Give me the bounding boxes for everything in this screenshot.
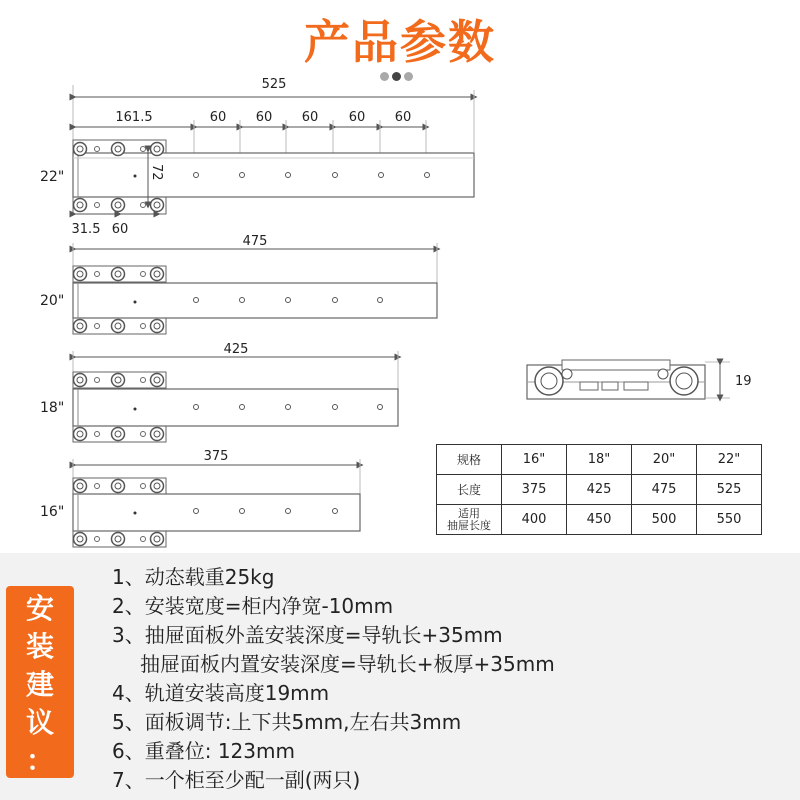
side-label-char: ：: [25, 744, 54, 777]
install-note: 4、轨道安装高度19mm: [112, 681, 330, 705]
dim-height-72: 72: [149, 164, 164, 181]
dim-spacing-3: 60: [301, 110, 319, 125]
side-label-char: 建: [25, 668, 54, 701]
dim-bottom-31-5: 31.5: [71, 222, 101, 237]
spec-cell: 525: [697, 475, 762, 505]
install-notes: [112, 563, 555, 795]
rail-20: [40, 234, 437, 334]
spec-row-label-line2: 抽屉长度: [447, 518, 491, 532]
side-label-char: 安: [25, 592, 54, 625]
rail-18: [40, 342, 398, 442]
dim-overall-425: 425: [223, 342, 249, 357]
dim-spacing-1: 60: [209, 110, 227, 125]
size-label-20: 20": [40, 293, 65, 309]
size-label-22: 22": [40, 169, 65, 185]
dim-first-hole: 161.5: [115, 110, 153, 125]
spec-cell: 550: [697, 505, 762, 535]
page-title: 产品参数: [304, 15, 496, 69]
dim-spacing-4: 60: [348, 110, 366, 125]
install-note: 5、面板调节:上下共5mm,左右共3mm: [112, 710, 462, 734]
spec-header-cell: 18": [567, 445, 632, 475]
spec-header-cell: 22": [697, 445, 762, 475]
spec-row-label: 长度: [437, 475, 502, 505]
install-note: 7、一个柜至少配一副(两只): [112, 768, 361, 792]
side-label-char: 议: [25, 706, 54, 739]
dim-spacing-5: 60: [394, 110, 412, 125]
rail-side-view: [527, 360, 752, 399]
spec-table: [436, 444, 762, 535]
spec-cell: 450: [567, 505, 632, 535]
size-label-16: 16": [40, 504, 65, 520]
dim-bottom-60: 60: [111, 222, 129, 237]
spec-row-label-line1: 适用: [458, 506, 480, 520]
side-label-char: 装: [25, 630, 54, 663]
spec-row-label: [437, 505, 502, 535]
spec-cell: 425: [567, 475, 632, 505]
dim-side-height: 19: [735, 374, 752, 389]
spec-cell: 475: [632, 475, 697, 505]
install-note: 抽屉面板内置安装深度=导轨长+板厚+35mm: [140, 652, 555, 676]
spec-cell: 500: [632, 505, 697, 535]
install-side-label: [6, 586, 74, 778]
spec-table-header-row: [437, 445, 762, 475]
install-note: 6、重叠位: 123mm: [112, 739, 295, 763]
install-note: 2、安装宽度=柜内净宽-10mm: [112, 594, 394, 618]
spec-cell: 375: [502, 475, 567, 505]
dim-overall-525: 525: [261, 77, 287, 92]
install-note: 1、动态载重25kg: [112, 565, 275, 589]
spec-table-row: [437, 475, 762, 505]
dim-spacing-2: 60: [255, 110, 273, 125]
rail-22: [40, 77, 474, 237]
spec-cell: 400: [502, 505, 567, 535]
dim-overall-475: 475: [242, 234, 268, 249]
size-label-18: 18": [40, 400, 65, 416]
rail-16: [40, 449, 360, 547]
dim-overall-375: 375: [203, 449, 229, 464]
spec-header-cell: 16": [502, 445, 567, 475]
spec-header-cell: 规格: [437, 445, 502, 475]
spec-header-cell: 20": [632, 445, 697, 475]
install-note: 3、抽屉面板外盖安装深度=导轨长+35mm: [112, 623, 503, 647]
spec-table-row: [437, 505, 762, 535]
